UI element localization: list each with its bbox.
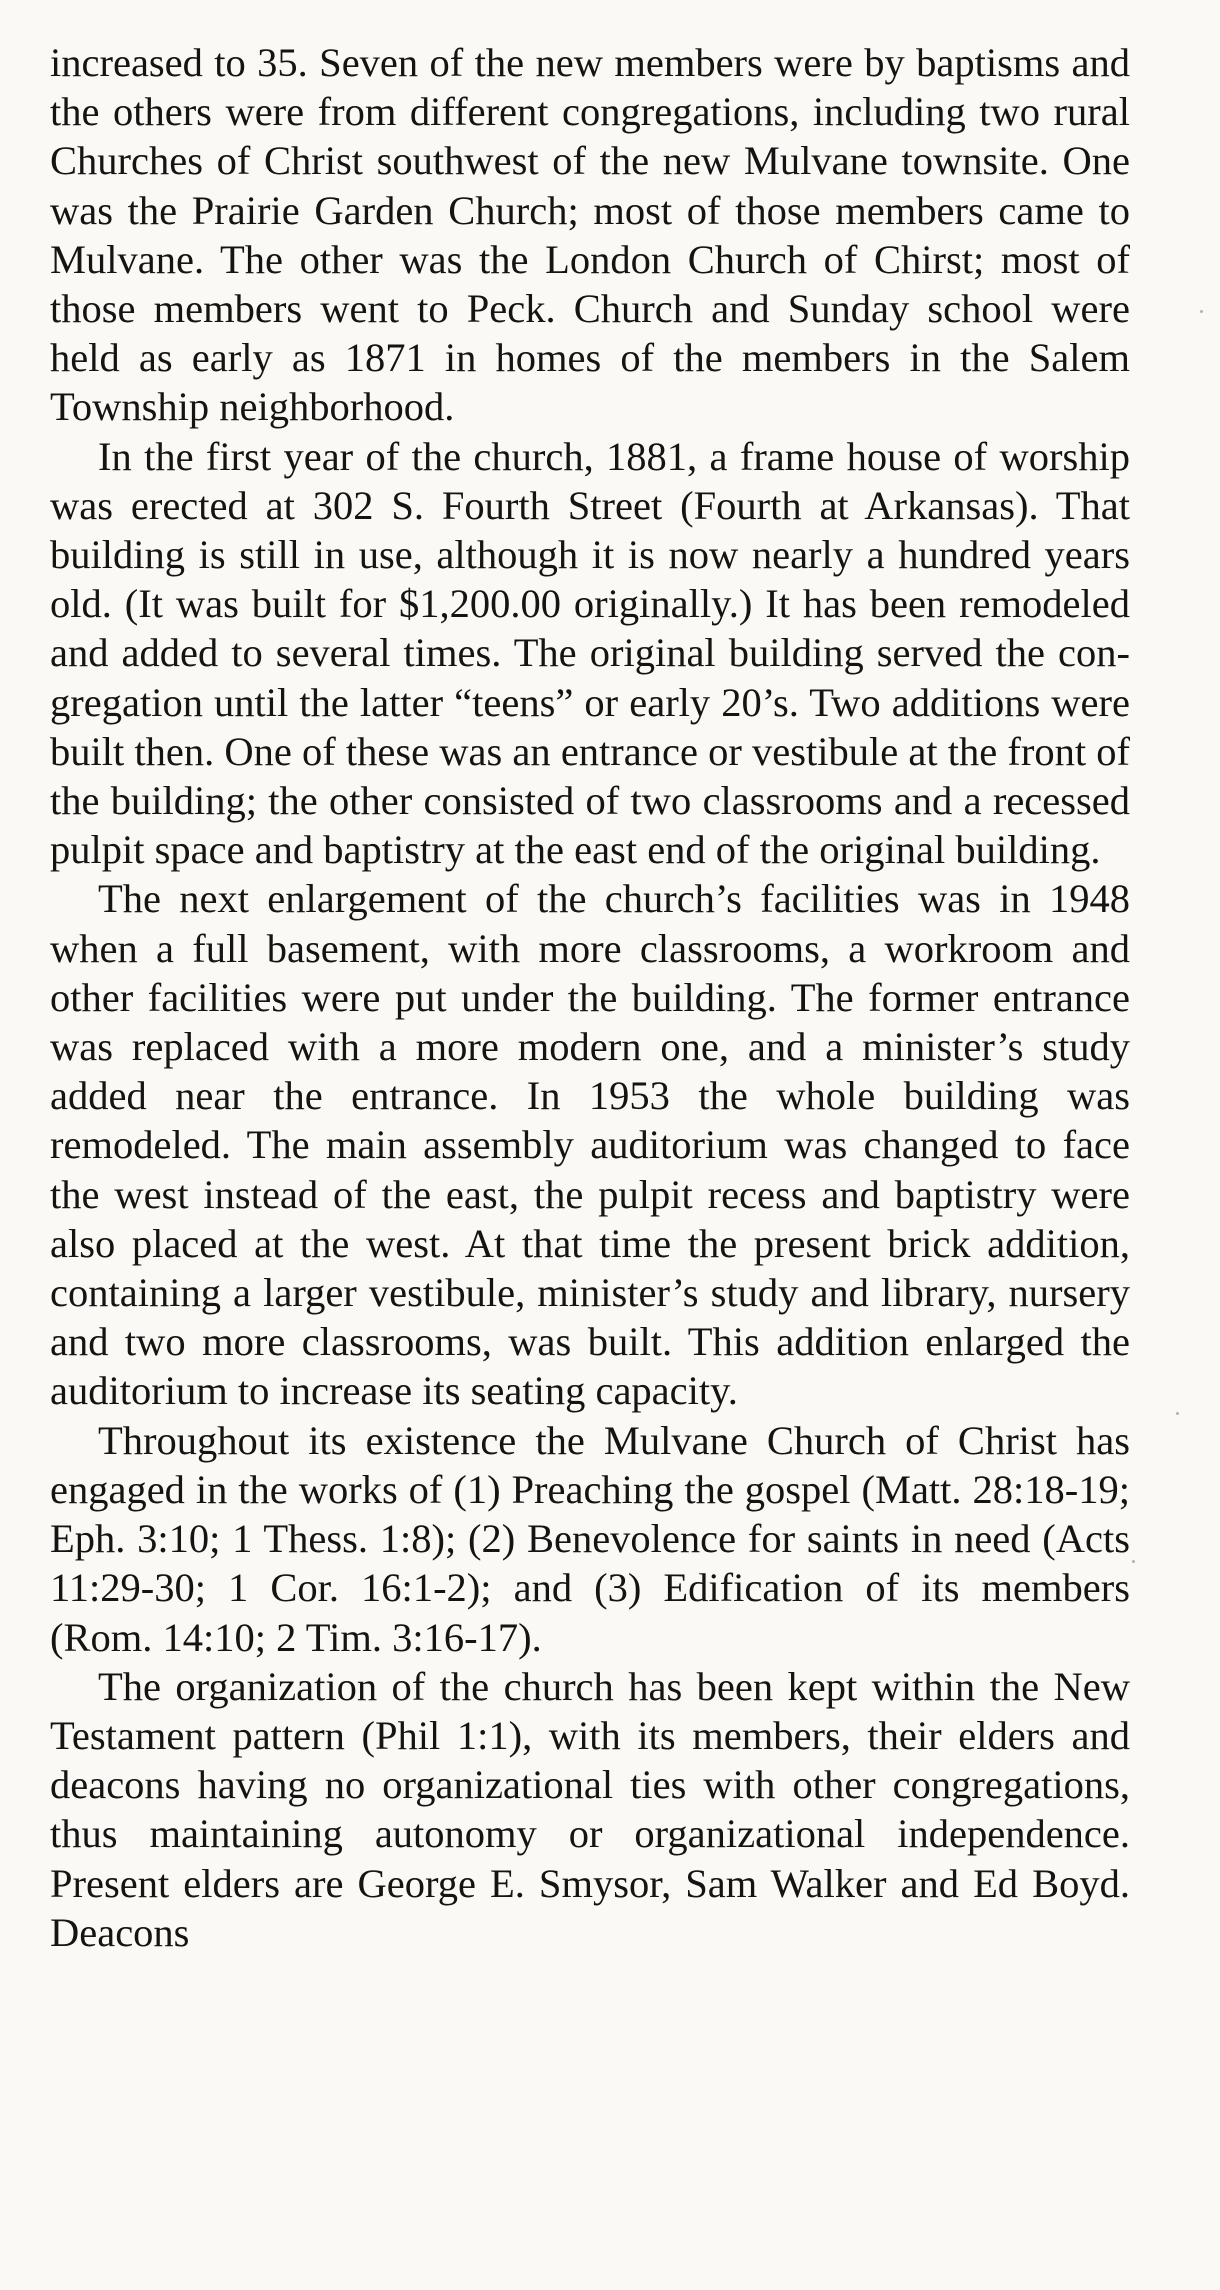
paragraph-membership-growth: increased to 35. Seven of the new members were by baptisms and the others were from different congregations, including two rural Churches of Christ southwest of the new Mulvane townsite. One was the Prairie Garden Church; most of those members came to Mulvane. The other was the London Church of Chirst; most of those members went to Peck. Church and Sunday school were held as early as 1871 in homes of the members in the Salem Township neighborhood. [50,40,1130,430]
paper-speck [1200,310,1203,313]
paragraph-works: Throughout its existence the Mulvane Church of Christ has engaged in the works of (1) Preaching the gospel (Matt. 28:18-19; Eph. 3:10; 1 Thess. 1:8); (2) Benevolence for saints in need (Acts 11:29-30; 1 Cor. 16:1-2); and (3) Edification of its members (Rom. 14:10; 2 Tim. 3:16-17). [50,1417,1130,1660]
paper-speck [1132,1560,1135,1563]
paragraph-house-of-worship: In the first year of the church, 1881, a frame house of worship was erected at 302 S. Fourth Street (Fourth at Arkansas). That building is still in use, although it is now nearly a hundred years old. (It was built for $1,200.00 originally.) It has been remodeled and added to several times. The original building served the congregation until the latter “teens” or early 20’s. Two additions were built then. One of these was an entrance or vestibule at the front of the building; the other consisted of two classrooms and a recessed pulpit space and baptistry at the east end of the original building. [50,433,1130,873]
text-column [50,38,1130,1957]
paper-speck [1176,1412,1179,1415]
paragraph-organization: The organization of the church has been kept within the New Testament pattern (Phil 1:1), with its members, their elders and deacons having no organizational ties with other congregations, thus maintaining autonomy or organizational independence. Present elders are George E. Smysor, Sam Walker and Ed Boyd. Deacons [50,1663,1130,1955]
paragraph-enlargement: The next enlargement of the church’s facilities was in 1948 when a full basement, with more classrooms, a workroom and other facilities were put under the building. The former entrance was replaced with a more modern one, and a minister’s study added near the entrance. In 1953 the whole building was remodeled. The main assembly auditorium was changed to face the west instead of the east, the pulpit recess and baptistry were also placed at the west. At that time the present brick addition, containing a larger vestibule, minister’s study and library, nursery and two more classrooms, was built. This addition enlarged the auditorium to increase its seating capacity. [50,876,1130,1414]
